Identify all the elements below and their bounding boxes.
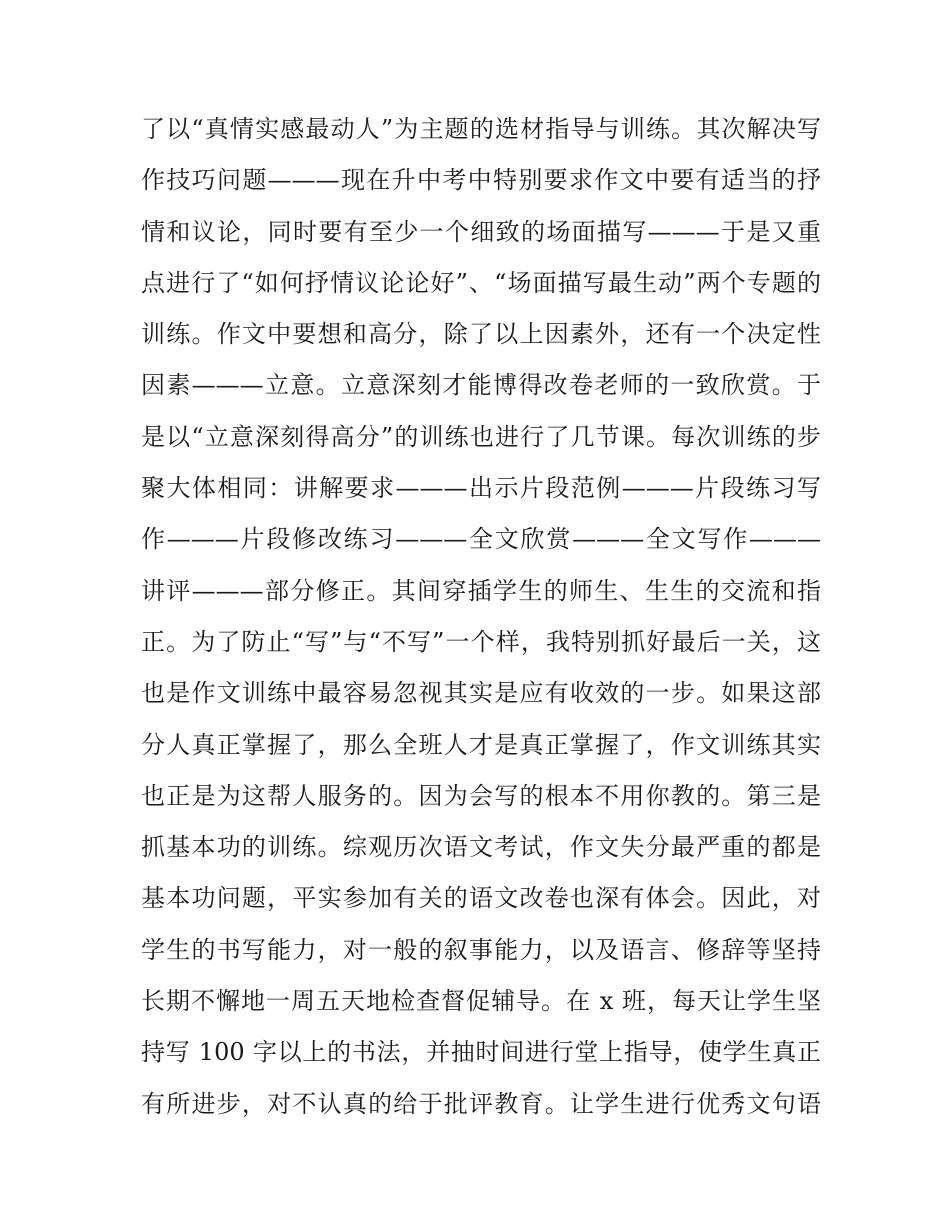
text-line: 也是作文训练中最容易忽视其实是应有收效的一步。如果这部 xyxy=(141,679,821,708)
text-line: 作———片段修改练习———全文欣赏———全文写作——— xyxy=(141,525,821,554)
text-line: 作技巧问题———现在升中考中特别要求作文中要有适当的抒 xyxy=(141,166,821,195)
body-text xyxy=(141,104,821,1130)
text-line: 训练。作文中要想和高分，除了以上因素外，还有一个决定性 xyxy=(141,320,821,349)
text-line: 基本功问题，平实参加有关的语文改卷也深有体会。因此，对 xyxy=(141,884,821,913)
text-line: 情和议论，同时要有至少一个细致的场面描写———于是又重 xyxy=(141,217,821,246)
text-line: 有所进步，对不认真的给于批评教育。让学生进行优秀文句语 xyxy=(141,1089,821,1118)
text-line: 正。为了防止“写”与“不写”一个样，我特别抓好最后一关，这 xyxy=(141,627,821,656)
text-line: 聚大体相同：讲解要求———出示片段范例———片段练习写 xyxy=(141,474,821,503)
text-line: 抓基本功的训练。综观历次语文考试，作文失分最严重的都是 xyxy=(141,833,821,862)
text-line: 分人真正掌握了，那么全班人才是真正掌握了，作文训练其实 xyxy=(141,730,821,759)
text-line: 也正是为这帮人服务的。因为会写的根本不用你教的。第三是 xyxy=(141,781,821,810)
text-line: 讲评———部分修正。其间穿插学生的师生、生生的交流和指 xyxy=(141,576,821,605)
text-line: 点进行了“如何抒情议论论好”、“场面描写最生动”两个专题的 xyxy=(141,268,821,297)
text-line: 了以“真情实感最动人”为主题的选材指导与训练。其次解决写 xyxy=(141,115,821,143)
text-line: 是以“立意深刻得高分”的训练也进行了几节课。每次训练的步 xyxy=(141,422,821,451)
text-line: 持写 100 字以上的书法，并抽时间进行堂上指导，使学生真正 xyxy=(141,1038,821,1067)
text-line: 因素———立意。立意深刻才能博得改卷老师的一致欣赏。于 xyxy=(141,371,821,400)
text-line: 学生的书写能力，对一般的叙事能力，以及语言、修辞等坚持 xyxy=(141,935,821,964)
text-line: 长期不懈地一周五天地检查督促辅导。在 x 班，每天让学生坚 xyxy=(141,987,821,1016)
